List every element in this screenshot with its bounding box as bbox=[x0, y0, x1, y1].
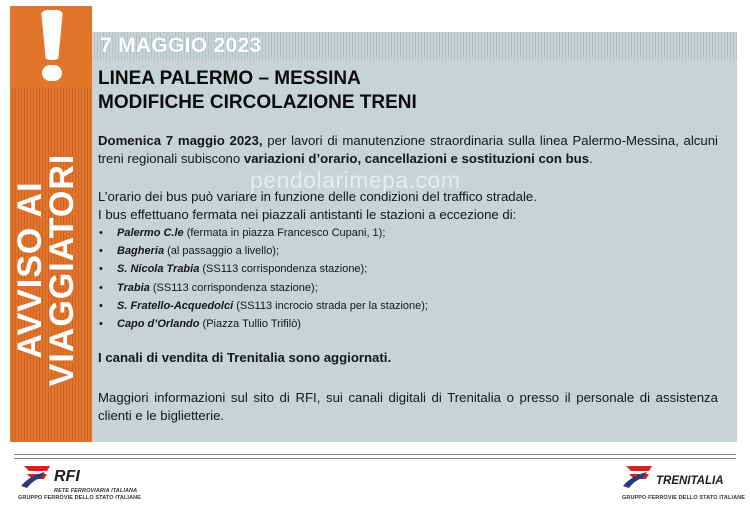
intro-paragraph bbox=[98, 132, 718, 168]
notice-title bbox=[98, 67, 417, 115]
rfi-logo bbox=[18, 462, 158, 504]
bus-timing-paragraph: L’orario dei bus può variare in funzione delle condizioni del traffico stradale. bbox=[98, 189, 537, 204]
sidebar-vertical-title bbox=[11, 140, 84, 400]
rfi-subtitle: RETE FERROVIARIA ITALIANA bbox=[54, 488, 138, 494]
list-item: • Bagheria (al passaggio a livello); bbox=[98, 242, 718, 260]
fs-logo-icon bbox=[18, 464, 54, 492]
sidebar-line-2: VIAGGIATORI bbox=[43, 153, 81, 387]
list-item: • Trabia (SS113 corrispondenza stazione); bbox=[98, 279, 718, 297]
sales-channels-note: I canali di vendita di Trenitalia sono aggiornati. bbox=[98, 350, 392, 366]
list-item: • S. Fratello-Acquedolci (SS113 incrocio strada per la stazione); bbox=[98, 297, 718, 315]
trenitalia-logo bbox=[618, 462, 745, 504]
bus-stops-list bbox=[98, 224, 718, 333]
list-item: • Palermo C.le (fermata in piazza Francesco Cupani, 1); bbox=[98, 224, 718, 242]
intro-highlight: variazioni d’orario, cancellazioni e sostituzioni con bus bbox=[243, 151, 590, 166]
footer-divider bbox=[14, 454, 736, 459]
exclamation-icon bbox=[36, 10, 68, 84]
rfi-wordmark: RFI bbox=[54, 468, 80, 485]
trenitalia-wordmark: TRENITALIA bbox=[656, 475, 724, 487]
trenitalia-group: GRUPPO FERROVIE DELLO STATO ITALIANE bbox=[622, 495, 745, 501]
bus-stops-intro: I bus effettuano fermata nei piazzali antistanti le stazioni a eccezione di: bbox=[98, 207, 517, 222]
fs-logo-icon bbox=[620, 464, 656, 492]
rfi-group: GRUPPO FERROVIE DELLO STATO ITALIANE bbox=[18, 495, 141, 501]
intro-tail: . bbox=[589, 151, 593, 166]
intro-text: per lavori di manutenzione straordinaria sulla linea Palermo-Messina, alcuni treni regionali subiscono bbox=[98, 133, 718, 166]
watermark: pendolarimepa.com bbox=[250, 167, 461, 193]
title-line-1: LINEA PALERMO – MESSINA bbox=[98, 68, 361, 89]
warning-box bbox=[10, 6, 92, 88]
notice-body bbox=[98, 132, 718, 425]
sidebar-line-1: AVVISO AI bbox=[11, 181, 49, 359]
intro-date: Domenica 7 maggio 2023, bbox=[98, 133, 263, 148]
list-item: • S. Nicola Trabia (SS113 corrispondenza stazione); bbox=[98, 260, 718, 278]
more-info-paragraph: Maggiori informazioni sul sito di RFI, sui canali digitali di Trenitalia o presso il personale di assistenza clienti e le biglietterie. bbox=[98, 390, 718, 424]
title-line-2: MODIFICHE CIRCOLAZIONE TRENI bbox=[98, 92, 417, 113]
list-item: • Capo d’Orlando (Piazza Tullio Trifilò) bbox=[98, 315, 718, 333]
notice-date: 7 MAGGIO 2023 bbox=[100, 34, 262, 57]
